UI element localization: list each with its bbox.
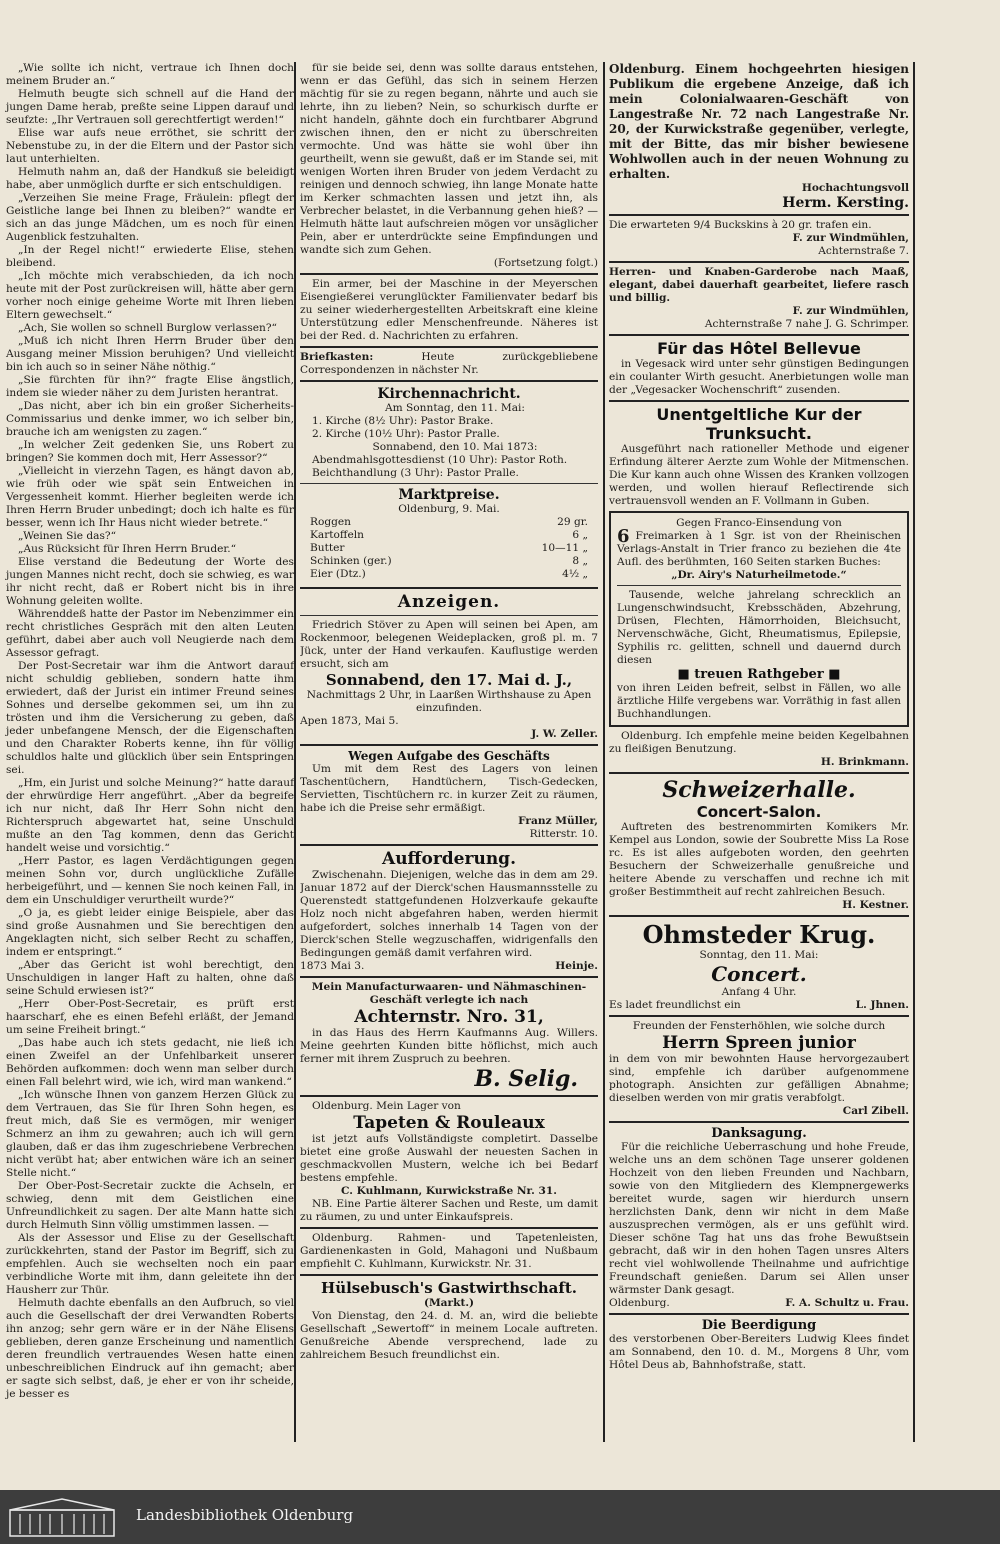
ad-text: Oldenburg. Ich empfehle meine beiden Kegelbahnen zu fleißigen Benutzung. [609,730,909,755]
story-paragraph: „Ich möchte mich verabschieden, da ich noch heute mit der Post zurückreisen will, hätte aber gern vorher noch einige geheime Worte mit Ihren lieben Eltern gewechselt.“ [6,270,294,321]
market-row [310,516,588,529]
market-price: 6 „ [572,529,588,541]
story-paragraph: „In der Regel nicht!“ erwiederte Elise, stehen bleibend. [6,244,294,269]
church-line: 1. Kirche (8½ Uhr): Pastor Brake. [312,415,494,427]
story-paragraph: Währenddeß hatte der Pastor im Nebenzimmer ein recht christliches Gespräch mit den alten Leuten geführt, dabei aber auch voll Neugierde nach dem Assessor gefragt. [6,608,294,659]
ad-number: 6 [617,526,630,547]
appeal-notice: Ein armer, bei der Maschine in der Meyerschen Eisengießerei verunglückter Familienvater bedarf bis zu seiner wiederhergestellten Arbeitskraft eine kleine Unterstützung edler Menschenfreunde. Näheres ist bei der Red. d. Nachrichten zu erfahren. [300,278,598,342]
story-paragraph: „Herr Ober-Post-Secretair, es prüft erst haarscharf, ehe es einen Befehl erläßt, der Jemand um seine Freiheit bringt.“ [6,998,294,1036]
ad-text: Von Dienstag, den 24. d. M. an, wird die beliebte Gesellschaft „Sewertoff“ in meinem Locale auftreten. Genußreiche Abende versprechend, lade zu zahlreichem Besuch freundlichst ein. [300,1310,598,1361]
story-paragraph: „Sie fürchten für ihn?“ fragte Elise ängstlich, indem sie wieder näher zu dem Juristen herantrat. [6,374,294,399]
ad-text: ist jetzt aufs Vollständigste completirt. Dasselbe bietet eine große Auswahl der neuesten Sachen in geschmackvollen Mustern, welche ich bei Bedarf bestens empfehle. [300,1133,598,1184]
market-item: Kartoffeln [310,529,364,541]
divider [300,587,598,589]
ad-text: Freimarken à 1 Sgr. ist von der Rheinischen Verlags-Anstalt in Trier franco zu beziehen die 4te Aufl. des berühmten, 160 Seiten starken Buches: [617,530,901,568]
market-date: Oldenburg, 9. Mai. [398,503,500,515]
story-paragraph: „Verzeihen Sie meine Frage, Fräulein: pflegt der Geistliche lange bei Ihnen zu bleiben?“ wandte er sich an das junge Mädchen, um es noch für einen Augenblick festzuhalten. [6,192,294,243]
ad-date: 1873 Mai 3. [300,960,365,972]
church-line: Beichthandlung (3 Uhr): Pastor Pralle. [312,467,519,479]
ad-schweizerhalle [609,777,909,912]
ad-title: Die Beerdigung [701,1318,817,1333]
story-paragraph: Elise war aufs neue erröthet, sie schritt der Nebenstube zu, in der die Eltern und der Pastor sich laut unterhielten. [6,127,294,165]
library-building-icon [6,1496,118,1538]
ad-windmuehlen-garderobe [609,266,909,331]
ad-text: Herren- und Knaben-Garderobe nach Maaß, elegant, dabei dauerhaft gearbeitet, liefere rasch und billig. [609,266,909,304]
story-paragraph: Der Ober-Post-Secretair zuckte die Achseln, er schwieg, denn mit dem Geistlichen eine Unfreundlichkeit zu sagen. Der alte Mann hatte sich durch Helmuth Sinn völlig umstimmen lassen. — [6,1180,294,1231]
ad-footer [300,960,598,973]
briefkasten-notice [300,351,598,377]
ad-invite: Es ladet freundlichst ein [609,999,741,1011]
market-item: Butter [310,542,345,554]
story-paragraph: Elise verstand die Bedeutung der Worte des jungen Mannes nicht recht, doch sie schwieg, es war ihr nicht recht, daß er Robert nicht bis in ihre Wohnung geleiten wollte. [6,556,294,607]
story-paragraph: „In welcher Zeit gedenken Sie, uns Robert zu bringen? Sie kommen doch mit, Herr Assessor?“ [6,439,294,464]
library-footer [0,1490,1000,1544]
briefkasten-label: Briefkasten: [300,351,374,363]
ad-text [617,526,901,569]
divider [300,380,598,382]
church-line: Abendmahlsgottesdienst (10 Uhr): Pastor Roth. [312,454,568,466]
ad-note: NB. Eine Partie älterer Sachen und Reste, um damit zu räumen, zu und unter Einkaufspreis. [300,1198,598,1223]
story-paragraph: „Aber das Gericht ist wohl berechtigt, den Unschuldigen in langer Haft zu halten, ohne daß seine Schuld erwiesen ist?“ [6,959,294,997]
divider [300,483,598,484]
ad-title: Wegen Aufgabe des Geschäfts [348,749,550,763]
ad-aufforderung [300,849,598,973]
story-paragraph: „Herr Pastor, es lagen Verdächtigungen gegen meinen Sohn vor, durch unglückliche Zufälle herbeigeführt, und — kennen Sie noch keinen Fall, in dem ein Unschuldiger verurtheilt wurde?“ [6,855,294,906]
church-line: Sonnabend, den 10. Mai 1873: [372,441,538,453]
ad-subtitle: (Markt.) [423,1297,475,1309]
ad-text: Friedrich Stöver zu Apen will seinen bei Apen, am Rockenmoor, belegenen Weideplacken, groß pl. m. 7 Jück, unter der Hand verkaufen. Kauflustige werden ersucht, sich am [300,619,598,670]
column-divider [603,62,605,1442]
ad-text: Gegen Franco-Einsendung von [676,517,842,529]
ad-signature: F. zur Windmühlen, [792,232,909,244]
divider [609,334,909,336]
story-paragraph: „Vielleicht in vierzehn Tagen, es hängt davon ab, wie früh oder wie spät sein Entweichen in Vergessenheit kommt. Hierher begleiten werde ich Ihren Herrn Bruder unbedingt; doch ich halte es für besser, wenn ich Ihr Haus nicht wieder betrete.“ [6,465,294,529]
market-row [310,555,588,568]
market-table [300,516,598,581]
ad-address: Achternstr. Nro. 31, [354,1007,544,1027]
column-story [0,62,294,1490]
market-row [310,542,588,555]
ad-title: Danksagung. [711,1126,807,1141]
divider [609,1121,909,1123]
ad-text: Tausende, welche jahrelang schrecklich an Lungenschwindsucht, Krebsschäden, Abzehrung, Drüsen, Flechten, Hämorrhoiden, Bleichsucht, Nervenschwäche, Gicht, Rheumatismus, Epilepsie, Syphilis rc. gelitten, schnell und dauernd durch diesen [617,589,901,666]
story-paragraph: Der Post-Secretair war ihm die Antwort darauf nicht schuldig geblieben, sondern hatte ihm erwiedert, daß der Jurist ein intimer Freund seines Sohnes und derselbe gekommen sei, um ihn zu trösten und ihm die Versicherung zu geben, daß jeder unbefangene Mensch, der die Eigenschaften und den Charakter Roberts kenne, ihn für völlig schuldlos halte und glücklich über sein Entspringen sei. [6,660,294,776]
ad-windmuehlen-buckskins [609,219,909,258]
ad-signature: F. A. Schultz u. Frau. [785,1297,909,1309]
story-paragraph: „Das habe auch ich stets gedacht, nie ließ ich einen Zweifel an der Unfehlbarkeit unserer Behörden aufkommen: doch wenn man selber durch einen Fall belehrt wird, wie ich, wird man wankend.“ [6,1037,294,1088]
ad-signature: Heinje. [555,960,598,972]
ad-text: des verstorbenen Ober-Bereiters Ludwig Klees findet am Sonnabend, den 10. d. M., Morgens 8 Uhr, vom Hôtel Deus ab, Bahnhofstraße, statt. [609,1333,909,1371]
ad-stoever [300,619,598,741]
story-paragraph: Als der Assessor und Elise zu der Gesellschaft zurückkehrten, stand der Pastor im Begriff, sich zu empfehlen. Auch sie wechselten noch ein paar verbindliche Worte mit ihm, dann geleitete ihn der Hausherr zur Thür. [6,1232,294,1296]
ad-text: Ausgeführt nach rationeller Methode und eigener Erfindung älterer Aerzte zum Wohle der Mitmenschen. Die Kur kann auch ohne Wissen des Kranken vollzogen werden, und wollen hierauf Reflectirende sich vertrauensvoll wenden an F. Vollmann in Guben. [609,443,909,507]
ad-signature: Franz Müller, [518,815,598,827]
ad-date: Sonnabend, den 17. Mai d. J., [325,671,573,689]
ad-footer [609,1297,909,1310]
ad-subtitle: Concert-Salon. [696,803,822,821]
ad-title: Ohmsteder Krug. [642,920,876,949]
story-paragraph: „Weinen Sie das?“ [18,530,116,542]
ad-text: von ihren Leiden befreit, selbst in Fällen, wo alle ärztliche Hilfe vergebens war. Vorräthig in fast allen Buchhandlungen. [617,682,901,720]
ad-book-title: „Dr. Airy's Naturheilmetode.“ [671,569,847,581]
ad-date: Sonntag, den 11. Mai: [699,949,819,961]
story-paragraph: „Hm, ein Jurist und solche Meinung?“ hatte darauf der ehrwürdige Herr angeführt. „Aber da begreife ich nur nicht, daß Ihr Herr Sohn nicht den Richterspruch abgewartet hat, seine Unschuld mußte an den Tag kommen, denn das Gericht handelt weise und vorsichtig.“ [6,777,294,854]
ad-address: Achternstraße 7 nahe J. G. Schrimper. [704,318,909,330]
ad-danksagung [609,1126,909,1310]
market-price: 29 gr. [557,516,588,528]
divider [609,915,909,917]
divider [300,744,598,746]
market-price: 10—11 „ [541,542,588,554]
story-paragraph: Helmuth dachte ebenfalls an den Aufbruch, so viel auch die Gesellschaft der drei Verwandten Roberts ihn anzog; sehr gern wäre er in der Nähe Elisens geblieben, deren ganze Erscheinung und namentlich deren freundlich vertrauendes Wesen hatte einen unbeschreiblichen Eindruck auf ihn gemacht; aber er sagte sich selbst, daß, je eher er von ihr scheide, je besser es [6,1297,294,1400]
divider [300,976,598,978]
ad-text: Zwischenahn. Diejenigen, welche das in dem am 29. Januar 1872 auf der Dierck'schen Hausmannsstelle zu Querenstedt stattgefundenen Holzverkaufe gekaufte Holz noch nicht abgefahren haben, werden hiermit aufgefordert, solches innerhalb 14 Tagen von der Dierck'schen Stelle wegzuschaffen, widrigenfalls den Bedingungen gemäß damit verfahren wird. [300,869,598,959]
market-title: Marktpreise. [398,487,500,503]
story-paragraph: Helmuth nahm an, daß der Handkuß sie beleidigt habe, aber unmöglich durfte er sich entschuldigen. [6,166,294,191]
ad-text: in Vegesack wird unter sehr günstigen Bedingungen ein coulanter Wirth gesucht. Anerbietungen wolle man der „Vegesacker Wochenschrift“ zusenden. [609,358,909,396]
story-paragraph: „O ja, es giebt leider einige Beispiele, aber das sind große Ausnahmen und Sie berechtigen den Angeklagten nicht, sich selber Recht zu schaffen, indem er entspringt.“ [6,907,294,958]
ad-title: Trunksucht. [706,424,812,443]
ad-place: Apen 1873, Mai 5. [300,715,399,727]
ad-text: Nachmittags 2 Uhr, in Laarßen Wirthshause zu Apen einzufinden. [306,689,592,714]
ad-greeting: Hochachtungsvoll [801,182,909,194]
ad-huelsebusch [300,1279,598,1362]
ad-text: in dem von mir bewohnten Hause hervorgezaubert sind, empfehle ich darüber aufgenommene photograph. Ansichten zur gefälligen Abnahme; dieselben werden von mir gratis verabfolgt. [609,1053,909,1104]
ad-kersting [609,62,909,211]
ad-kuhlmann-tapeten [300,1100,598,1224]
divider [609,772,909,774]
column-middle [300,62,598,1490]
ad-text: Mein Manufacturwaaren- und Nähmaschinen-Geschäft verlegte ich nach [311,981,587,1006]
market-item: Roggen [310,516,352,528]
ad-footer [609,999,909,1012]
story-paragraph: Helmuth beugte sich schnell auf die Hand der jungen Dame herab, preßte seine Lippen darauf und seufzte: „Ihr Vertrauen soll gerechtfertigt werden!“ [6,88,294,126]
ad-title: Schweizerhalle. [662,777,856,803]
divider [617,585,901,586]
ad-title: Unentgeltliche Kur der [656,405,862,424]
ad-signature: B. Selig. [474,1066,578,1092]
church-line: 2. Kirche (10½ Uhr): Pastor Pralle. [312,428,500,440]
ad-spreen [609,1020,909,1118]
ad-text: Für die reichliche Ueberraschung und hohe Freude, welche uns an dem schönen Tage unserer goldenen Hochzeit von den lieben Freunden und Nachbarn, sowie von den Mitgliedern des Klempnergewerks bereitet wurde, sagen wir hierdurch unsern herzlichsten Dank, denn wir nicht in dem Maße auszusprechen vermögen, als er uns gefühlt wird. Dieser schöne Tag hat uns das frohe Bewußtsein gebracht, daß wir in den hohen Tagen unsres Alters recht viel wohlwollende Theilnahme und aufrichtige Freundschaft genießen. Darum sei Allen unser wärmster Dank gesagt. [609,1141,909,1296]
column-right [609,62,909,1490]
continuation-note: (Fortsetzung folgt.) [493,257,598,269]
ad-signature: Herm. Kersting. [782,195,909,211]
ad-name: Herrn Spreen junior [662,1033,856,1053]
divider [300,1227,598,1229]
story-paragraph: „Aus Rücksicht für Ihren Herrn Bruder.“ [18,543,237,555]
ad-signature: C. Kuhlmann, Kurwickstraße Nr. 31. [341,1185,557,1197]
ad-bellevue [609,339,909,397]
church-lines [300,402,598,480]
briefkasten-text: Heute zurückgebliebene Correspondenzen in nächster Nr. [300,351,598,376]
market-item: Schinken (ger.) [310,555,392,567]
market-row [310,568,588,581]
ad-title: Hülsebusch's Gastwirthschaft. [321,1279,577,1297]
ad-text: Freunden der Fensterhöhlen, wie solche durch [632,1020,886,1032]
church-title: Kirchennachricht. [377,386,521,402]
ad-airy [609,511,909,727]
story-paragraph: „Wie sollte ich nicht, vertraue ich Ihnen doch meinem Bruder an.“ [6,62,294,87]
divider [609,400,909,402]
divider [609,1313,909,1315]
ad-title: Für das Hôtel Bellevue [657,339,861,358]
ads-title: Anzeigen. [397,592,501,612]
ad-address: Achternstraße 7. [818,245,909,257]
market-price: 4½ „ [562,568,588,580]
divider [300,1274,598,1276]
divider [300,615,598,616]
ad-text: Um mit dem Rest des Lagers von leinen Taschentüchern, Handtüchern, Tisch-Gedecken, Servietten, Tischtüchern rc. in kurzer Zeit zu räumen, habe ich die Preise sehr ermäßigt. [300,763,598,814]
ad-address: Ritterstr. 10. [529,828,598,840]
ad-mueller [300,749,598,841]
ad-ohmsteder [609,920,909,1012]
ad-text: Die erwarteten 9/4 Buckskins à 20 gr. trafen ein. [609,219,872,231]
story-paragraph: „Das nicht, aber ich bin ein großer Sicherheits-Commissarius und denke immer, wo ich selber bin, brauche ich am wenigsten zu zagen.“ [6,400,294,438]
divider [300,273,598,275]
divider [300,1095,598,1097]
divider [300,844,598,846]
story-paragraph: „Ach, Sie wollen so schnell Burglow verlassen?“ [18,322,277,334]
ad-kur [609,405,909,508]
ad-title: Aufforderung. [382,849,516,869]
divider [609,1015,909,1017]
ad-signature: H. Brinkmann. [820,756,909,768]
ad-beerdigung [609,1318,909,1372]
ad-time: Anfang 4 Uhr. [721,986,797,998]
ad-concert: Concert. [711,962,807,986]
divider [609,261,909,263]
ad-text: Auftreten des bestrenommirten Komikers Mr. Kempel aus London, sowie der Soubrette Miss La Rose rc. Es ist alles aufgeboten worden, den geehrten Besuchern der Schweizerhalle genußreiche und heitere Abende zu verschaffen und rechne ich mit großer Bestimmtheit auf recht zahlreichen Besuch. [609,821,909,898]
story-paragraph: „Ich wünsche Ihnen von ganzem Herzen Glück zu dem Vertrauen, das Sie für Ihren Sohn hegen, es freut mich, daß Sie es vermögen, mir weniger Schmerz an ihm zu gewahren; auch ich will gern glauben, daß er das ihm zugeschriebene Verbrechen nicht verübt hat; aber entwichen wäre ich an seiner Stelle nicht.“ [6,1089,294,1179]
ad-selig [300,981,598,1092]
page-edge-rule [913,62,915,1442]
ad-signature: J. W. Zeller. [531,728,598,740]
divider [300,346,598,348]
market-price: 8 „ [572,555,588,567]
ad-signature: Carl Zibell. [842,1105,909,1117]
ad-kuhlmann-rahmen: Oldenburg. Rahmen- und Tapetenleisten, Gardienenkasten in Gold, Mahagoni und Nußbaum empfiehlt C. Kuhlmann, Kurwickstr. Nr. 31. [300,1232,598,1270]
ad-signature: F. zur Windmühlen, [792,305,909,317]
story-paragraph: „Muß ich nicht Ihren Herrn Bruder über den Ausgang meiner Mission beruhigen? Und vielleicht bin ich auch so in seiner Nähe nöthig.“ [6,335,294,373]
divider [609,214,909,216]
ad-text: Oldenburg. Einem hochgeehrten hiesigen Publikum die ergebene Anzeige, daß ich mein Colonialwaaren-Geschäft von Langestraße Nr. 72 nach Langestraße Nr. 20, der Kurwickstraße gegenüber, verlegte, mit der Bitte, das mir bisher bewiesene Wohlwollen auch in der neuen Wohnung zu erhalten. [609,62,909,181]
ad-title: Tapeten & Rouleaux [353,1113,545,1133]
ad-place: Oldenburg. [609,1297,670,1309]
market-item: Eier (Dtz.) [310,568,366,580]
column-divider [294,62,296,1442]
church-line: Am Sonntag, den 11. Mai: [384,402,525,414]
ad-highlight: ■ treuen Rathgeber ■ [677,667,841,682]
ad-brinkmann [609,730,909,769]
library-name: Landesbibliothek Oldenburg [136,1506,354,1524]
ad-text: Oldenburg. Mein Lager von [312,1100,461,1112]
story-continuation: für sie beide sei, denn was sollte daraus entstehen, wenn er das Gefühl, das sich in seinem Herzen mächtig für sie zu regen begann, nährte und auch sie lehrte, ihn zu lieben? Nein, so schurkisch durfte er nicht handeln, gähnte doch ein furchtbarer Abgrund zwischen ihnen, den er nicht zu überschreiten vermochte. Und was hätte sie wohl über ihn geurtheilt, wenn sie gewußt, daß er im Stande sei, mit wenigen Worten ihren Bruder von jedem Verdacht zu reinigen und dennoch schwieg, ihn lange Monate hatte im Kerker schmachten lassen und jetzt ihn, als Verbrecher belastet, in die Verbannung gehen hieß? — Helmuth hätte laut aufschreien mögen vor unsäglicher Pein, aber er unterdrückte seine Empfindungen und wandte sich zum Gehen. [300,62,598,256]
ad-highlight-text: treuen Rathgeber [694,667,824,682]
ad-signature: L. Jhnen. [855,999,909,1011]
ad-text: in das Haus des Herrn Kaufmanns Aug. Willers. Meine geehrten Kunden bitte höflichst, mich auch ferner mit ihrem Zuspruch zu beehren. [300,1027,598,1065]
market-row [310,529,588,542]
ad-signature: H. Kestner. [842,899,909,911]
